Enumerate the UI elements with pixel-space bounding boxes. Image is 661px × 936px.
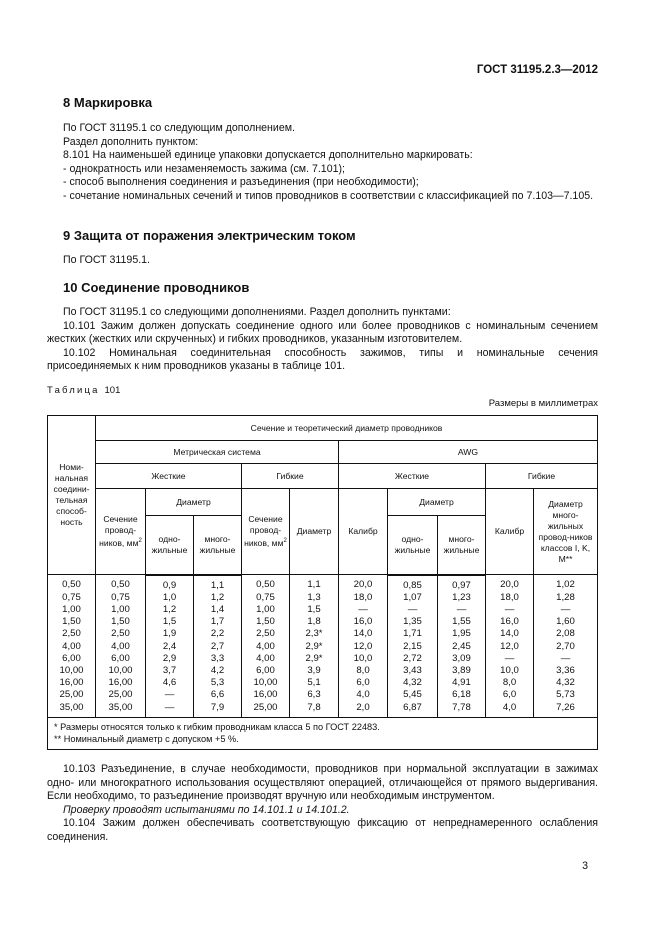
- header-multi: много-жильные: [194, 516, 242, 575]
- table-cell: 6,6: [194, 689, 242, 701]
- paragraph: Раздел дополнить пунктом:: [63, 135, 199, 148]
- table-cell: 3,9: [290, 665, 339, 677]
- table-cell: 16,00: [48, 677, 96, 689]
- table-cell: 12,0: [339, 641, 388, 653]
- table-cell: 1,50: [242, 616, 290, 628]
- table-cell: 6,00: [242, 665, 290, 677]
- table-cell: 1,4: [194, 604, 242, 616]
- table-cell: 2,45: [438, 641, 486, 653]
- table-cell: 16,0: [486, 616, 534, 628]
- footnote: ** Номинальный диаметр с допуском +5 %.: [54, 733, 239, 744]
- table-cell: 10,0: [486, 665, 534, 677]
- table-cell: 5,3: [194, 677, 242, 689]
- table-cell: 3,3: [194, 653, 242, 665]
- table-cell: 0,75: [242, 592, 290, 604]
- table-cell: —: [486, 653, 534, 665]
- table-cell: 18,0: [486, 592, 534, 604]
- header-section-flexible: [242, 489, 290, 575]
- section-9-heading: 9 Защита от поражения электрическим током: [63, 228, 356, 243]
- superscript: 2: [138, 538, 142, 545]
- table-cell: 0,75: [96, 592, 146, 604]
- table-cell: 14,0: [486, 628, 534, 640]
- table-cell: 12,0: [486, 641, 534, 653]
- table-row: [48, 689, 598, 701]
- list-item: - сочетание номинальных сечений и типов проводников в соответствии с классификацией по 7.103—7.105.: [63, 189, 594, 202]
- superscript: 2: [283, 538, 287, 545]
- table-cell: 16,00: [96, 677, 146, 689]
- table-cell: —: [438, 604, 486, 616]
- table-cell: 3,7: [146, 665, 194, 677]
- table-caption-number: 101: [104, 385, 121, 396]
- table-cell: —: [388, 604, 438, 616]
- table-cell: 1,1: [290, 575, 339, 592]
- table-cell: 8,0: [486, 677, 534, 689]
- footnote: * Размеры относятся только к гибким проводникам класса 5 по ГОСТ 22483.: [54, 721, 380, 732]
- table-row: [48, 575, 598, 592]
- table-cell: 1,5: [290, 604, 339, 616]
- table-cell: 1,9: [146, 628, 194, 640]
- table-cell: 4,6: [146, 677, 194, 689]
- header-diameter-flexible: Диаметр: [290, 489, 339, 575]
- header-section: [96, 489, 146, 575]
- table-cell: 0,75: [48, 592, 96, 604]
- table-cell: 6,0: [339, 677, 388, 689]
- table-cell: 0,9: [146, 575, 194, 592]
- section-10-continued: [47, 763, 598, 844]
- table-cell: 35,00: [96, 702, 146, 718]
- paragraph: 8.101 На наименьшей единице упаковки допускается дополнительно маркировать:: [63, 149, 473, 161]
- table-cell: 2,15: [388, 641, 438, 653]
- table-cell: 4,2: [194, 665, 242, 677]
- list-item: - однократность или незаменяемость зажима (см. 7.101);: [63, 162, 345, 175]
- table-cell: 16,0: [339, 616, 388, 628]
- table-cell: 3,09: [438, 653, 486, 665]
- paragraph: По ГОСТ 31195.1.: [63, 254, 150, 266]
- table-cell: 1,2: [194, 592, 242, 604]
- table-cell: 2,2: [194, 628, 242, 640]
- table-cell: 6,3: [290, 689, 339, 701]
- paragraph: 10.102 Номинальная соединительная способность зажимов, типы и номинальные сечения присоединяемых к ним проводников указаны в таблице 101.: [47, 346, 598, 372]
- paragraph: По ГОСТ 31195.1 со следующими дополнениями. Раздел дополнить пунктами:: [63, 306, 451, 318]
- table-cell: 5,73: [534, 689, 598, 701]
- table-cell: 7,9: [194, 702, 242, 718]
- table-cell: 25,00: [96, 689, 146, 701]
- table-row: [48, 653, 598, 665]
- table-cell: 4,32: [388, 677, 438, 689]
- table-cell: 7,78: [438, 702, 486, 718]
- table-cell: 10,00: [48, 665, 96, 677]
- table-cell: 4,0: [339, 689, 388, 701]
- table-cell: 1,28: [534, 592, 598, 604]
- table-cell: 7,8: [290, 702, 339, 718]
- table-row: [48, 677, 598, 689]
- table-cell: 2,50: [242, 628, 290, 640]
- header-single: одно-жильные: [146, 516, 194, 575]
- header-flexible-awg: Гибкие: [486, 464, 598, 489]
- table-cell: 20,0: [486, 575, 534, 592]
- table-cell: 3,89: [438, 665, 486, 677]
- table-cell: 18,0: [339, 592, 388, 604]
- table-cell: 1,2: [146, 604, 194, 616]
- table-cell: 2,70: [534, 641, 598, 653]
- table-cell: 6,00: [48, 653, 96, 665]
- table-cell: 1,7: [194, 616, 242, 628]
- table-cell: 10,00: [242, 677, 290, 689]
- table-cell: 1,35: [388, 616, 438, 628]
- table-cell: 16,00: [242, 689, 290, 701]
- header-diameter-awg: Диаметр: [388, 489, 486, 516]
- table-cell: 4,32: [534, 677, 598, 689]
- table-row: [48, 628, 598, 640]
- table-cell: 14,0: [339, 628, 388, 640]
- table-cell: 1,00: [48, 604, 96, 616]
- header-metric: Метрическая система: [96, 441, 339, 464]
- table-cell: 35,00: [48, 702, 96, 718]
- table-cell: 4,00: [96, 641, 146, 653]
- header-section-label: Сечение провод-ников, мм: [244, 514, 284, 548]
- header-nominal-capacity: Номи-нальная соедини-тельная способ-ность: [48, 416, 96, 575]
- table-cell: 2,9: [146, 653, 194, 665]
- table-cell: 1,71: [388, 628, 438, 640]
- table-body: [48, 575, 598, 718]
- header-group: Сечение и теоретический диаметр проводников: [96, 416, 598, 441]
- table-cell: 2,7: [194, 641, 242, 653]
- table-footnotes: [48, 717, 598, 749]
- table-cell: 1,1: [194, 575, 242, 592]
- table-cell: 1,07: [388, 592, 438, 604]
- table-cell: 2,50: [48, 628, 96, 640]
- table-row: [48, 702, 598, 718]
- table-cell: 0,50: [96, 575, 146, 592]
- paragraph: 10.104 Зажим должен обеспечивать соответствующую фиксацию от непреднамеренного ослабления соединения.: [47, 817, 598, 843]
- table-cell: 7,26: [534, 702, 598, 718]
- table-cell: —: [339, 604, 388, 616]
- header-diameter: Диаметр: [146, 489, 242, 516]
- table-cell: 1,60: [534, 616, 598, 628]
- table-cell: 4,00: [242, 653, 290, 665]
- table-cell: 1,50: [48, 616, 96, 628]
- header-single-awg: одно-жильные: [388, 516, 438, 575]
- table-cell: 0,85: [388, 575, 438, 592]
- table-cell: 5,45: [388, 689, 438, 701]
- header-awg: AWG: [339, 441, 598, 464]
- table-cell: 1,00: [242, 604, 290, 616]
- header-rigid: Жесткие: [96, 464, 242, 489]
- table-cell: 4,91: [438, 677, 486, 689]
- table-cell: 4,00: [242, 641, 290, 653]
- table-units: Размеры в миллиметрах: [488, 398, 598, 409]
- table-row: [48, 641, 598, 653]
- table-cell: 1,23: [438, 592, 486, 604]
- page-number: 3: [582, 860, 588, 872]
- table-cell: 20,0: [339, 575, 388, 592]
- table-cell: 0,50: [242, 575, 290, 592]
- table-cell: —: [534, 653, 598, 665]
- header-gauge: Калибр: [339, 489, 388, 575]
- table-cell: 1,02: [534, 575, 598, 592]
- paragraph: По ГОСТ 31195.1 со следующим дополнением.: [63, 122, 295, 134]
- paragraph-test-note: Проверку проводят испытаниями по 14.101.1 и 14.101.2.: [63, 803, 350, 816]
- table-cell: 10,00: [96, 665, 146, 677]
- header-diameter-multi-awg: Диаметр много-жильных провод-ников классов I, K, M**: [534, 489, 598, 575]
- table-cell: 8,0: [339, 665, 388, 677]
- table-cell: 4,00: [48, 641, 96, 653]
- header-gauge-flexible: Калибр: [486, 489, 534, 575]
- table-cell: —: [146, 702, 194, 718]
- table-cell: 2,9*: [290, 641, 339, 653]
- table-row: [48, 604, 598, 616]
- table-cell: 2,72: [388, 653, 438, 665]
- table-cell: 1,8: [290, 616, 339, 628]
- table-row: [48, 665, 598, 677]
- table-row: [48, 592, 598, 604]
- paragraph: 10.101 Зажим должен допускать соединение одного или более проводников с номинальным сечением жестких (жестких или скрученных) и гибких проводников, указанным изготовителем.: [47, 319, 598, 345]
- table-row: [48, 616, 598, 628]
- table-cell: 2,4: [146, 641, 194, 653]
- table-cell: —: [534, 604, 598, 616]
- table-cell: 6,0: [486, 689, 534, 701]
- header-rigid-awg: Жесткие: [339, 464, 486, 489]
- table-caption: [47, 385, 120, 396]
- table-cell: 1,0: [146, 592, 194, 604]
- header-multi-awg: много-жильные: [438, 516, 486, 575]
- section-10-heading: 10 Соединение проводников: [63, 280, 250, 295]
- table-cell: 6,00: [96, 653, 146, 665]
- table-cell: —: [146, 689, 194, 701]
- table-cell: —: [486, 604, 534, 616]
- paragraph: 10.103 Разъединение, в случае необходимости, проводников при нормальной эксплуатации в зажимах одно- или многократного использования осуществляют операцией, отличающейся от прямого выдергивания. Если необходимо, то разъединение производят вручную или необходимым инструментом.: [47, 763, 598, 802]
- section-8-heading: 8 Маркировка: [63, 95, 153, 110]
- table-cell: 1,55: [438, 616, 486, 628]
- table-cell: 2,50: [96, 628, 146, 640]
- table-cell: 0,50: [48, 575, 96, 592]
- table-cell: 1,50: [96, 616, 146, 628]
- table-cell: 3,43: [388, 665, 438, 677]
- section-8-body: [47, 122, 598, 203]
- standard-number: ГОСТ 31195.2.3—2012: [476, 64, 598, 76]
- table-cell: 1,00: [96, 604, 146, 616]
- table-cell: 25,00: [242, 702, 290, 718]
- table-cell: 6,87: [388, 702, 438, 718]
- table-cell: 2,9*: [290, 653, 339, 665]
- table-caption-prefix: Таблица: [47, 385, 100, 396]
- table-cell: 5,1: [290, 677, 339, 689]
- table-cell: 6,18: [438, 689, 486, 701]
- table-cell: 2,08: [534, 628, 598, 640]
- header-section-label: Сечение провод-ников, мм: [99, 514, 139, 548]
- conductor-table: [47, 415, 598, 750]
- list-item: - способ выполнения соединения и разъединения (при необходимости);: [63, 176, 419, 188]
- table-cell: 10,0: [339, 653, 388, 665]
- table-cell: 1,5: [146, 616, 194, 628]
- header-flexible: Гибкие: [242, 464, 339, 489]
- table-cell: 4,0: [486, 702, 534, 718]
- table-cell: 1,95: [438, 628, 486, 640]
- table-cell: 25,00: [48, 689, 96, 701]
- table-cell: 2,3*: [290, 628, 339, 640]
- table-cell: 2,0: [339, 702, 388, 718]
- section-10-body: [47, 306, 598, 374]
- table-cell: 1,3: [290, 592, 339, 604]
- table-cell: 3,36: [534, 665, 598, 677]
- table-cell: 0,97: [438, 575, 486, 592]
- section-9-body: [47, 254, 598, 268]
